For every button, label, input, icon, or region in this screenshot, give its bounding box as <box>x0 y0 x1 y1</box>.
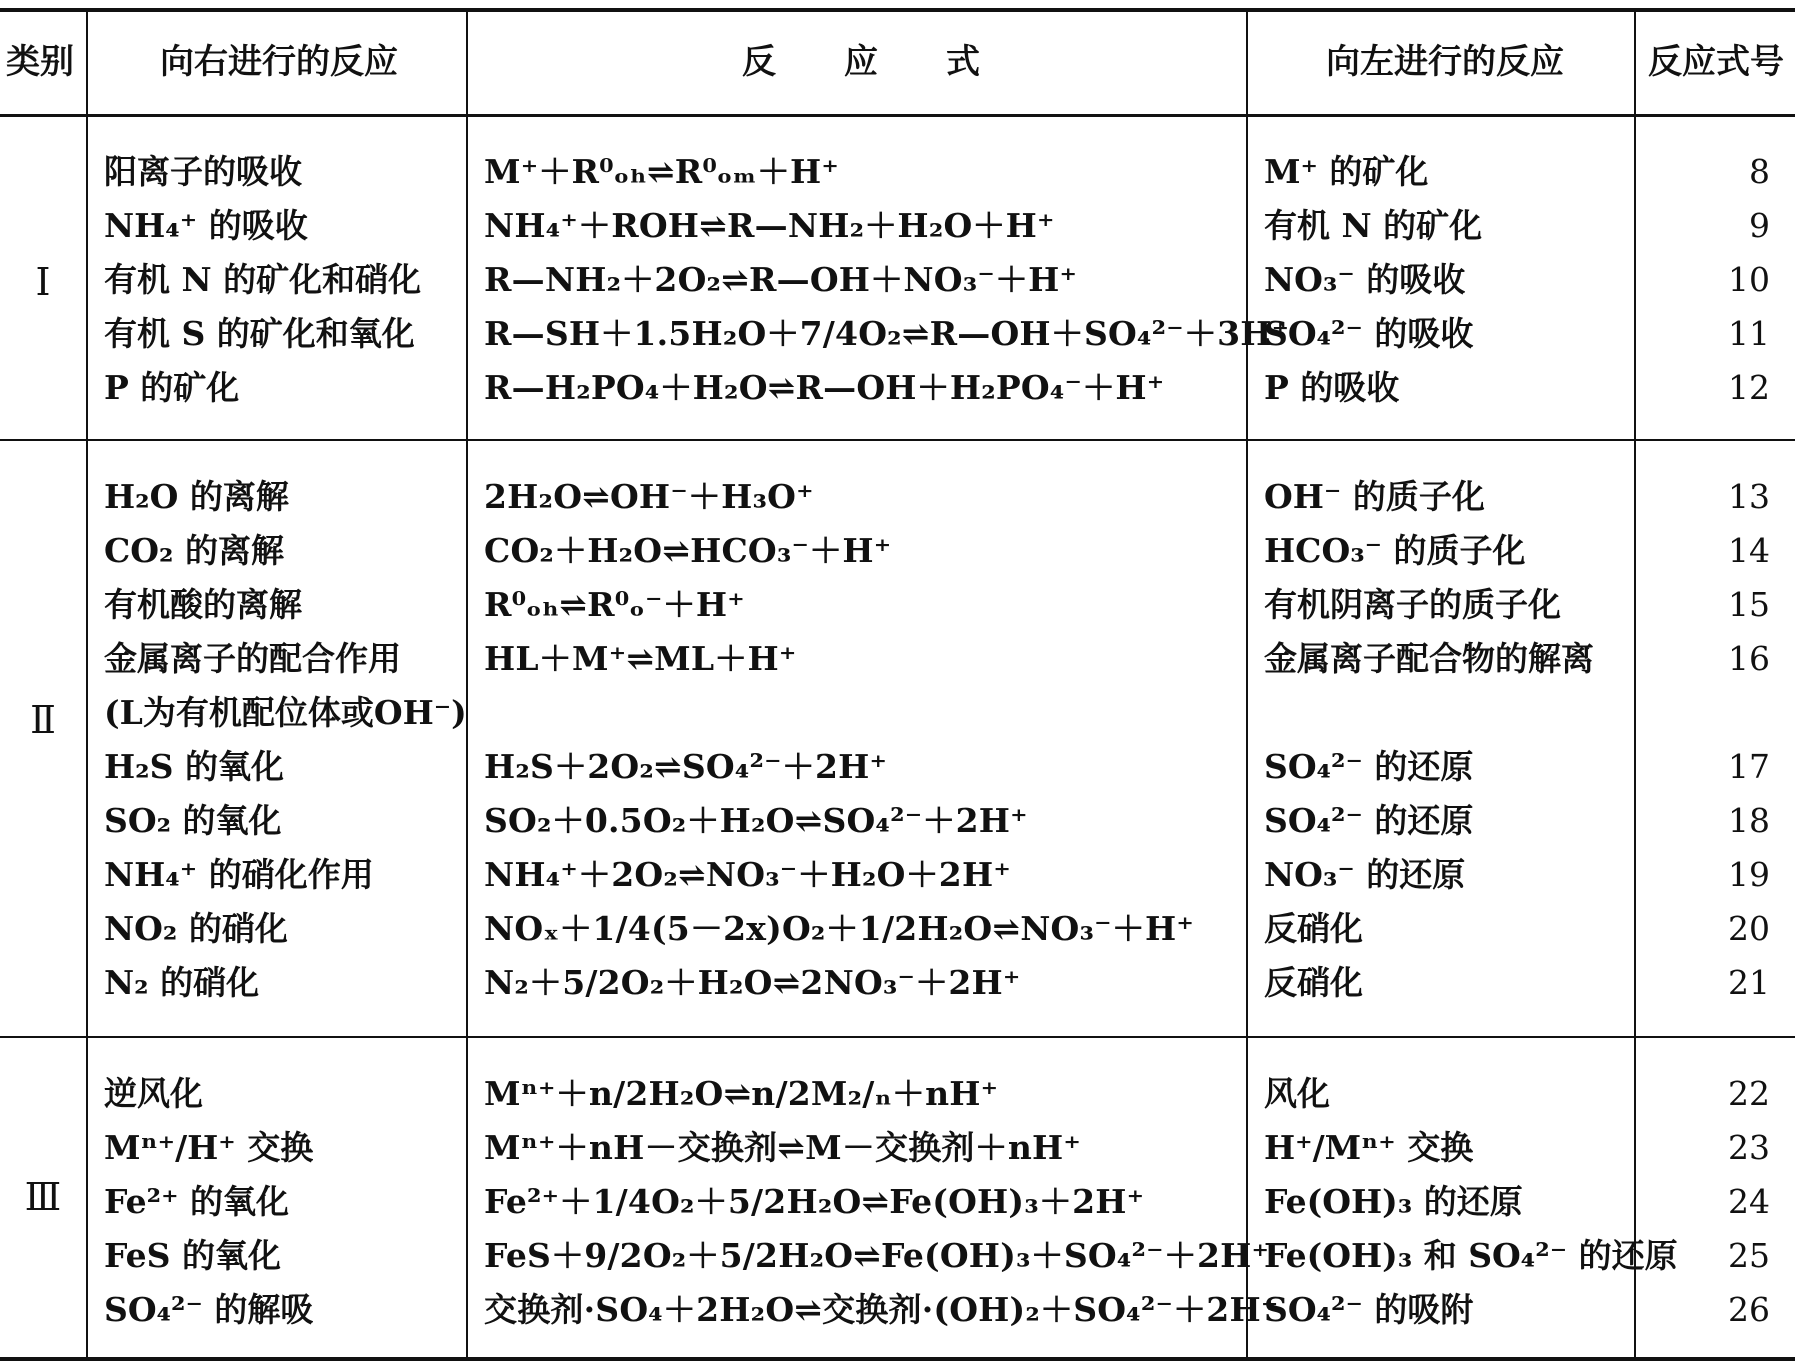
col-divider-1 <box>86 10 88 1360</box>
reaction-number: 9 <box>1749 206 1770 245</box>
reaction-equation: 交换剂·SO₄＋2H₂O⇌交换剂·(OH)₂＋SO₄²⁻＋2H⁺ <box>484 1290 1279 1329</box>
leftward-reaction: OH⁻ 的质子化 <box>1264 477 1485 516</box>
rightward-reaction: NH₄⁺ 的吸收 <box>104 206 308 245</box>
reaction-equation: N₂＋5/2O₂＋H₂O⇌2NO₃⁻＋2H⁺ <box>484 963 1021 1002</box>
reaction-number: 19 <box>1728 855 1770 894</box>
reaction-equation: FeS＋9/2O₂＋5/2H₂O⇌Fe(OH)₃＋SO₄²⁻＋2H⁺ <box>484 1236 1270 1275</box>
rightward-reaction: Mⁿ⁺/H⁺ 交换 <box>104 1128 314 1167</box>
reaction-equation: 2H₂O⇌OH⁻＋H₃O⁺ <box>484 477 814 516</box>
reaction-number: 11 <box>1728 314 1770 353</box>
reaction-equation: SO₂＋0.5O₂＋H₂O⇌SO₄²⁻＋2H⁺ <box>484 801 1028 840</box>
leftward-reaction: SO₄²⁻ 的还原 <box>1264 801 1474 840</box>
top-rule <box>0 8 1795 12</box>
rightward-reaction: FeS 的氧化 <box>104 1236 281 1275</box>
header-rule <box>0 114 1795 117</box>
reaction-number: 10 <box>1728 260 1770 299</box>
rightward-reaction: 有机酸的离解 <box>104 585 302 624</box>
leftward-reaction: Fe(OH)₃ 和 SO₄²⁻ 的还原 <box>1264 1236 1678 1275</box>
rightward-reaction: (L为有机配位体或OH⁻) <box>104 693 467 732</box>
reaction-number: 12 <box>1728 368 1770 407</box>
rightward-reaction: P 的矿化 <box>104 368 240 407</box>
reaction-equation: R⁰ₒₕ⇌R⁰ₒ⁻＋H⁺ <box>484 585 745 624</box>
reaction-equation: NOₓ＋1/4(5－2x)O₂＋1/2H₂O⇌NO₃⁻＋H⁺ <box>484 909 1194 948</box>
rightward-reaction: 有机 S 的矿化和氧化 <box>104 314 415 353</box>
reaction-equation: Mⁿ⁺＋n/2H₂O⇌n/2M₂/ₙ＋nH⁺ <box>484 1074 999 1113</box>
rightward-reaction: SO₄²⁻ 的解吸 <box>104 1290 314 1329</box>
rightward-reaction: H₂S 的氧化 <box>104 747 284 786</box>
category-label: Ⅰ <box>35 260 51 304</box>
reaction-equation: HL＋M⁺⇌ML＋H⁺ <box>484 639 797 678</box>
leftward-reaction: M⁺ 的矿化 <box>1264 152 1429 191</box>
reaction-number: 21 <box>1728 963 1770 1002</box>
reaction-number: 15 <box>1728 585 1770 624</box>
leftward-reaction: H⁺/Mⁿ⁺ 交换 <box>1264 1128 1474 1167</box>
reaction-equation: CO₂＋H₂O⇌HCO₃⁻＋H⁺ <box>484 531 892 570</box>
reaction-equation: M⁺＋R⁰ₒₕ⇌R⁰ₒₘ＋H⁺ <box>484 152 840 191</box>
reaction-number: 16 <box>1728 639 1770 678</box>
leftward-reaction: 有机 N 的矿化 <box>1264 206 1483 245</box>
reaction-number: 8 <box>1749 152 1770 191</box>
header-rightward: 向右进行的反应 <box>160 42 398 82</box>
reaction-number: 23 <box>1728 1128 1770 1167</box>
rightward-reaction: SO₂ 的氧化 <box>104 801 282 840</box>
rightward-reaction: NH₄⁺ 的硝化作用 <box>104 855 374 894</box>
rightward-reaction: 逆风化 <box>104 1074 203 1113</box>
rightward-reaction: Fe²⁺ 的氧化 <box>104 1182 289 1221</box>
reaction-number: 22 <box>1728 1074 1770 1113</box>
header-equation: 反 应 式 <box>742 42 980 82</box>
bottom-rule <box>0 1357 1795 1361</box>
reaction-equation: R—NH₂＋2O₂⇌R—OH＋NO₃⁻＋H⁺ <box>484 260 1078 299</box>
leftward-reaction: NO₃⁻ 的还原 <box>1264 855 1466 894</box>
reaction-number: 20 <box>1728 909 1770 948</box>
header-leftward: 向左进行的反应 <box>1326 42 1564 82</box>
leftward-reaction: HCO₃⁻ 的质子化 <box>1264 531 1526 570</box>
reaction-number: 13 <box>1728 477 1770 516</box>
header-number: 反应式号 <box>1648 42 1784 82</box>
reaction-number: 14 <box>1728 531 1770 570</box>
rightward-reaction: H₂O 的离解 <box>104 477 289 516</box>
rightward-reaction: CO₂ 的离解 <box>104 531 284 570</box>
rightward-reaction: NO₂ 的硝化 <box>104 909 288 948</box>
reaction-equation: NH₄⁺＋ROH⇌R—NH₂＋H₂O＋H⁺ <box>484 206 1055 245</box>
reaction-number: 24 <box>1728 1182 1770 1221</box>
rightward-reaction: 阳离子的吸收 <box>104 152 302 191</box>
leftward-reaction: P 的吸收 <box>1264 368 1400 407</box>
leftward-reaction: Fe(OH)₃ 的还原 <box>1264 1182 1523 1221</box>
reaction-number: 25 <box>1728 1236 1770 1275</box>
category-label: Ⅱ <box>30 698 56 742</box>
leftward-reaction: 金属离子配合物的解离 <box>1264 639 1594 678</box>
reaction-number: 17 <box>1728 747 1770 786</box>
reaction-number: 18 <box>1728 801 1770 840</box>
leftward-reaction: NO₃⁻ 的吸收 <box>1264 260 1466 299</box>
reaction-equation: H₂S＋2O₂⇌SO₄²⁻＋2H⁺ <box>484 747 888 786</box>
group-1-rule <box>0 439 1795 441</box>
category-label: Ⅲ <box>24 1175 62 1219</box>
header-category: 类别 <box>6 42 74 82</box>
leftward-reaction: 风化 <box>1264 1074 1330 1113</box>
reaction-number: 26 <box>1728 1290 1770 1329</box>
rightward-reaction: N₂ 的硝化 <box>104 963 260 1002</box>
leftward-reaction: SO₄²⁻ 的吸附 <box>1264 1290 1474 1329</box>
reaction-equation: Fe²⁺＋1/4O₂＋5/2H₂O⇌Fe(OH)₃＋2H⁺ <box>484 1182 1145 1221</box>
col-divider-4 <box>1634 10 1636 1360</box>
reaction-equation: R—H₂PO₄＋H₂O⇌R—OH＋H₂PO₄⁻＋H⁺ <box>484 368 1165 407</box>
leftward-reaction: 反硝化 <box>1264 963 1363 1002</box>
leftward-reaction: SO₄²⁻ 的吸收 <box>1264 314 1474 353</box>
reaction-equation: R—SH＋1.5H₂O＋7/4O₂⇌R—OH＋SO₄²⁻＋3H⁺ <box>484 314 1290 353</box>
reaction-equation: NH₄⁺＋2O₂⇌NO₃⁻＋H₂O＋2H⁺ <box>484 855 1011 894</box>
reaction-equation: Mⁿ⁺＋nH－交换剂⇌M－交换剂＋nH⁺ <box>484 1128 1082 1167</box>
group-2-rule <box>0 1036 1795 1038</box>
col-divider-3 <box>1246 10 1248 1360</box>
leftward-reaction: SO₄²⁻ 的还原 <box>1264 747 1474 786</box>
leftward-reaction: 有机阴离子的质子化 <box>1264 585 1561 624</box>
rightward-reaction: 有机 N 的矿化和硝化 <box>104 260 422 299</box>
rightward-reaction: 金属离子的配合作用 <box>104 639 401 678</box>
col-divider-2 <box>466 10 468 1360</box>
leftward-reaction: 反硝化 <box>1264 909 1363 948</box>
